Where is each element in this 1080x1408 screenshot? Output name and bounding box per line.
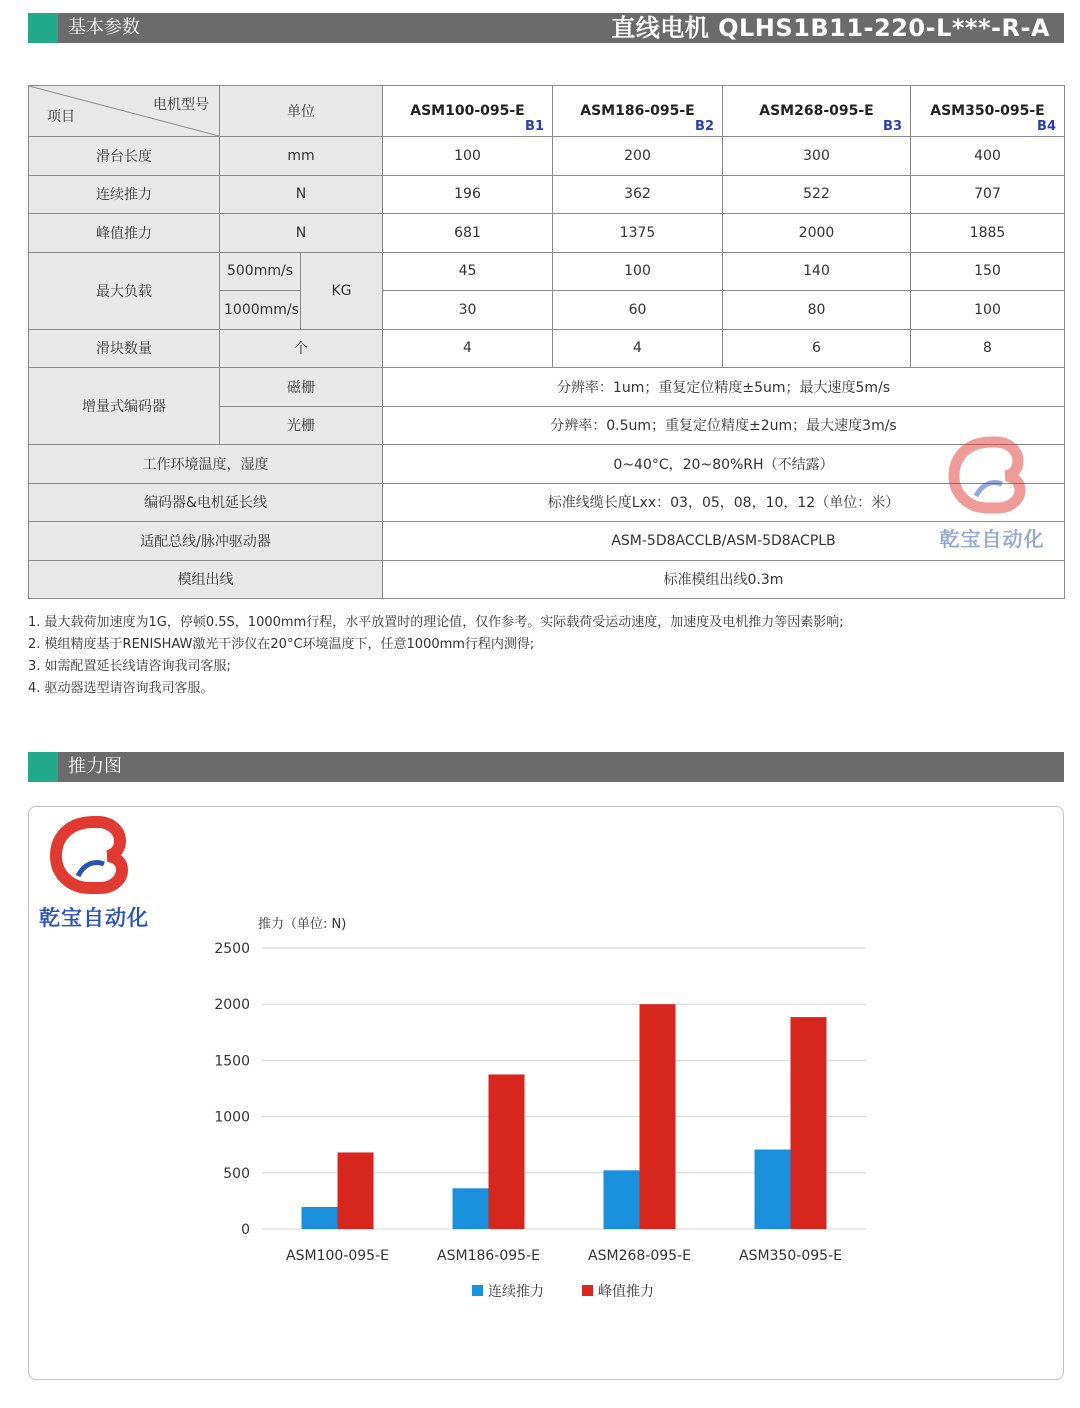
y-tick-label: 1000 [214,1109,250,1126]
table-cell: 1885 [911,214,1065,253]
row-unit: 个 [220,329,383,368]
section-accent [28,13,58,43]
table-cell-wide: 标准线缆长度Lxx：03，05，08，10，12（单位：米） [383,483,1065,522]
x-tick-label: ASM186-095-E [437,1248,540,1264]
table-row [29,214,1065,253]
note-item: 4. 驱动器选型请咨询我司客服。 [28,681,214,696]
table-cell: 100 [553,252,723,291]
y-tick-label: 1500 [214,1053,250,1070]
row-label: 编码器&电机延长线 [29,483,383,522]
table-cell: 60 [553,291,723,330]
row-label: 最大负载 [29,252,220,329]
row-unit: KG [301,252,383,329]
model-tag: B3 [883,119,902,134]
spec-table [28,85,1065,599]
table-row [29,137,1065,176]
table-cell: 4 [553,329,723,368]
table-cell: 4 [383,329,553,368]
product-model-title: 直线电机 QLHS1B11-220-L***-R-A [611,14,1050,42]
table-cell: 681 [383,214,553,253]
row-unit: N [220,214,383,253]
row-label: 工作环境温度，湿度 [29,445,383,484]
table-cell: 400 [911,137,1065,176]
table-row [29,483,1065,522]
table-row [29,560,1065,599]
table-row [29,252,1065,291]
table-cell: 6 [723,329,911,368]
chart-panel [28,806,1064,1380]
table-cell: 30 [383,291,553,330]
table-cell-wide: 分辨率：0.5um；重复定位精度±2um；最大速度3m/s [383,406,1065,445]
section-accent [28,752,58,782]
brand-mark-icon [36,816,152,904]
y-tick-label: 2000 [214,997,250,1014]
row-label: 适配总线/脉冲驱动器 [29,522,383,561]
note-item: 2. 模组精度基于RENISHAW激光干涉仪在20°C环境温度下，任意1000mm行程内测得; [28,637,535,652]
x-tick-label: ASM268-095-E [588,1248,691,1264]
table-cell: 140 [723,252,911,291]
row-label: 增量式编码器 [29,368,220,445]
table-cell: 1375 [553,214,723,253]
table-cell: 150 [911,252,1065,291]
corner-cell [29,86,220,137]
y-tick-label: 2500 [214,941,250,957]
table-row [29,522,1065,561]
note-item: 1. 最大载荷加速度为1G，停顿0.5S，1000mm行程，水平放置时的理论值，仅作参考。实际载荷受运动速度，加速度及电机推力等因素影响; [28,615,844,630]
table-cell: 80 [723,291,911,330]
table-cell: 2000 [723,214,911,253]
table-cell: 300 [723,137,911,176]
row-label: 滑台长度 [29,137,220,176]
note-item: 3. 如需配置延长线请咨询我司客服; [28,659,231,674]
table-cell: 707 [911,175,1065,214]
row-label: 滑块数量 [29,329,220,368]
row-unit: N [220,175,383,214]
notes [28,612,844,700]
legend-label: 峰值推力 [598,1284,654,1300]
model-header-b4: ASM350-095-E B4 [911,86,1065,137]
corner-bottom-label: 项目 [47,109,75,125]
y-axis-label: 推力（单位: N) [258,917,347,932]
table-row [29,445,1065,484]
watermark-logo [936,436,1048,552]
table-row [29,329,1065,368]
model-header-b3: ASM268-095-E B3 [723,86,911,137]
corner-top-label: 电机型号 [153,97,209,113]
row-label: 峰值推力 [29,214,220,253]
table-cell-wide: 标准模组出线0.3m [383,560,1065,599]
brand-name: 乾宝自动化 [39,906,149,930]
table-cell: 45 [383,252,553,291]
x-tick-label: ASM100-095-E [286,1248,389,1264]
row-label: 连续推力 [29,175,220,214]
table-cell-wide: ASM-5D8ACCLB/ASM-5D8ACPLB [383,522,1065,561]
sub-label: 1000mm/s [220,291,301,330]
model-header-b2: ASM186-095-E B2 [553,86,723,137]
table-header-row [29,86,1065,137]
unit-header: 单位 [220,86,383,137]
table-cell: 196 [383,175,553,214]
model-header-b1: ASM100-095-E B1 [383,86,553,137]
sub-label: 光栅 [220,406,383,445]
brand-mark-icon [936,436,1048,524]
model-tag: B4 [1037,119,1056,134]
table-cell: 8 [911,329,1065,368]
brand-logo [36,816,152,932]
watermark-text: 乾宝自动化 [939,527,1045,551]
table-cell: 100 [911,291,1065,330]
table-cell-wide: 分辨率：1um；重复定位精度±5um；最大速度5m/s [383,368,1065,407]
model-tag: B2 [695,119,714,134]
table-cell: 200 [553,137,723,176]
y-tick-label: 0 [241,1222,250,1238]
table-row [29,175,1065,214]
legend-label: 连续推力 [488,1284,544,1300]
section-title: 推力图 [68,756,122,777]
model-tag: B1 [525,119,544,134]
row-label: 模组出线 [29,560,383,599]
section-title: 基本参数 [68,17,140,38]
sub-label: 磁栅 [220,368,383,407]
sub-label: 500mm/s [220,252,301,291]
table-row [29,368,1065,407]
row-unit: mm [220,137,383,176]
x-tick-label: ASM350-095-E [739,1248,842,1264]
table-cell: 100 [383,137,553,176]
table-cell: 522 [723,175,911,214]
section-header-force-chart [28,752,1064,782]
table-cell-wide: 0~40°C，20~80%RH（不结露） [383,445,1065,484]
table-cell: 362 [553,175,723,214]
section-header-basic-params [28,13,1064,43]
y-tick-label: 500 [223,1165,250,1182]
